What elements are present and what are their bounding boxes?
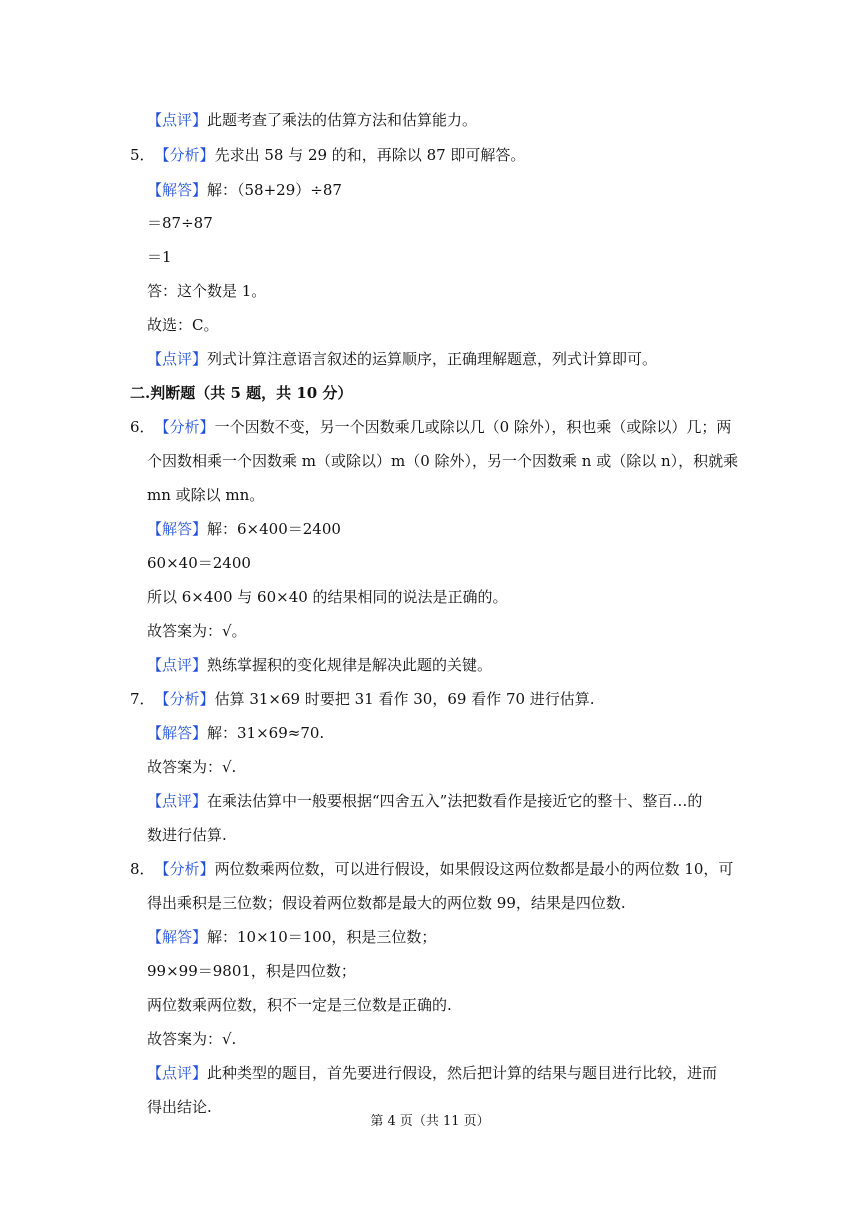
text-line (147, 587, 508, 607)
text-line (147, 1063, 717, 1083)
section-tag: 【分析】 (154, 690, 215, 708)
line-text: 先求出 58 与 29 的和，再除以 87 即可解答。 (214, 146, 526, 164)
text-line (147, 621, 247, 641)
line-text: 一个因数不变，另一个因数乘几或除以几（0 除外），积也乘（或除以）几；两 (214, 418, 732, 436)
line-text: 解：10×10＝100，积是三位数； (207, 928, 437, 946)
text-line (147, 927, 436, 947)
text-line (147, 825, 227, 845)
line-text: ＝1 (147, 248, 172, 266)
text-line (130, 145, 525, 165)
text-line (147, 995, 452, 1015)
text-line (147, 553, 251, 573)
text-line (130, 689, 595, 709)
line-text: 数进行估算. (147, 826, 227, 844)
line-text: 得出结论. (147, 1098, 212, 1116)
text-line (130, 383, 352, 403)
text-line (147, 349, 657, 369)
text-line (147, 519, 341, 539)
text-line (130, 417, 731, 437)
line-text: 解：31×69≈70. (207, 724, 325, 742)
text-line (147, 655, 492, 675)
text-line (147, 1029, 236, 1049)
line-text: 解：6×400＝2400 (207, 520, 341, 538)
line-text: 二.判断题（共 5 题，共 10 分） (130, 384, 353, 402)
text-line (147, 961, 356, 981)
question-number: 6． (130, 418, 155, 436)
line-text: 答：这个数是 1。 (147, 282, 267, 300)
line-text: 两位数乘两位数，可以进行假设，如果假设这两位数都是最小的两位数 10，可 (214, 860, 734, 878)
text-line (147, 723, 324, 743)
question-number: 8． (130, 860, 155, 878)
line-text: 故答案为：√. (147, 758, 237, 776)
section-tag: 【分析】 (154, 146, 215, 164)
line-text: 熟练掌握积的变化规律是解决此题的关键。 (207, 656, 493, 674)
line-text: 所以 6×400 与 60×40 的结果相同的说法是正确的。 (147, 588, 508, 606)
line-text: 解：（58+29）÷87 (207, 181, 342, 199)
section-tag: 【点评】 (147, 111, 208, 129)
line-text: 此题考查了乘法的估算方法和估算能力。 (207, 111, 478, 129)
section-tag: 【分析】 (154, 418, 215, 436)
question-number: 7． (130, 690, 155, 708)
text-line (147, 791, 702, 811)
line-text: ＝87÷87 (147, 214, 213, 232)
section-tag: 【点评】 (147, 792, 208, 810)
line-text: 此种类型的题目，首先要进行假设，然后把计算的结果与题目进行比较，进而 (207, 1064, 718, 1082)
line-text: 99×99＝9801，积是四位数； (147, 962, 356, 980)
question-number: 5． (130, 146, 155, 164)
section-tag: 【点评】 (147, 656, 208, 674)
line-text: 故答案为：√。 (147, 622, 247, 640)
text-line (130, 859, 733, 879)
text-line (147, 180, 342, 200)
section-tag: 【解答】 (147, 520, 208, 538)
page-footer: 第 4 页（共 11 页） (370, 1114, 490, 1129)
section-tag: 【解答】 (147, 181, 208, 199)
section-tag: 【解答】 (147, 724, 208, 742)
text-line (147, 893, 626, 913)
text-line (147, 485, 264, 505)
line-text: 故选：C。 (147, 316, 219, 334)
line-text: 两位数乘两位数，积不一定是三位数是正确的. (147, 996, 452, 1014)
text-line (147, 247, 172, 267)
line-text: 在乘法估算中一般要根据“四舍五入”法把数看作是接近它的整十、整百…的 (207, 792, 703, 810)
line-text: mn 或除以 mn。 (147, 486, 265, 504)
line-text: 故答案为：√. (147, 1030, 237, 1048)
line-text: 60×40＝2400 (147, 554, 251, 572)
text-line (147, 757, 236, 777)
line-text: 个因数相乘一个因数乘 m（或除以）m（0 除外），另一个因数乘 n 或（除以 n），积就乘 (147, 452, 739, 470)
text-line (147, 451, 738, 471)
line-text: 得出乘积是三位数；假设着两位数都是最大的两位数 99，结果是四位数. (147, 894, 626, 912)
section-tag: 【点评】 (147, 1064, 208, 1082)
text-line (147, 315, 218, 335)
text-line (147, 281, 266, 301)
text-line (147, 110, 477, 130)
line-text: 列式计算注意语言叙述的运算顺序，正确理解题意，列式计算即可。 (207, 350, 658, 368)
line-text: 估算 31×69 时要把 31 看作 30，69 看作 70 进行估算. (214, 690, 595, 708)
section-tag: 【分析】 (154, 860, 215, 878)
text-line (147, 213, 213, 233)
section-tag: 【解答】 (147, 928, 208, 946)
section-tag: 【点评】 (147, 350, 208, 368)
